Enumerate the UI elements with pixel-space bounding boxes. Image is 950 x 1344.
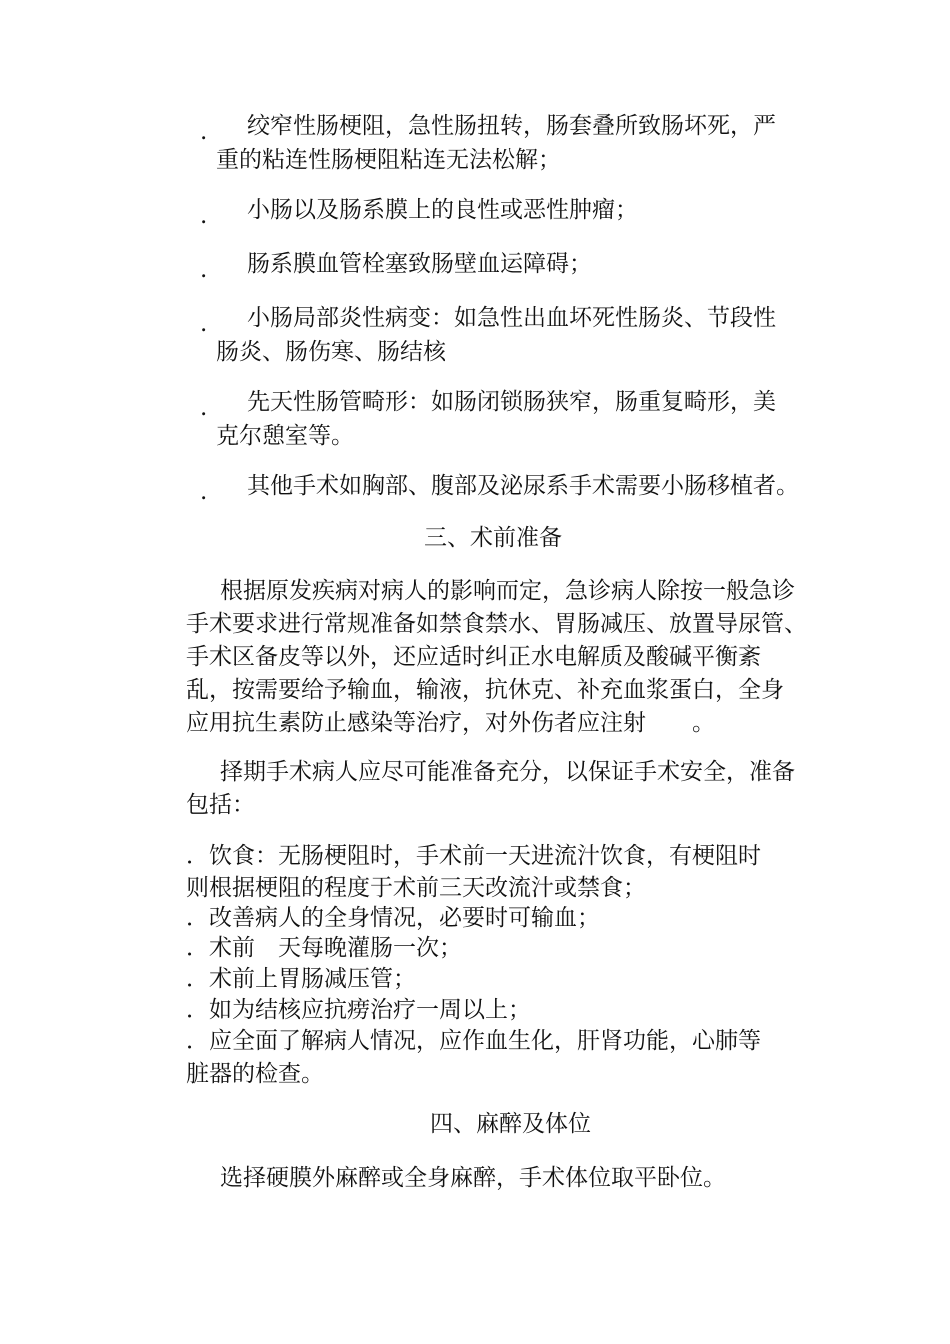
prep-item: ．如为结核应抗痨治疗一周以上；: [186, 997, 531, 1023]
list-item-text: 小肠局部炎性病变：如急性出血坏死性肠炎、节段性: [247, 305, 776, 331]
paragraph-line: 择期手术病人应尽可能准备充分，以保证手术安全，准备: [220, 759, 795, 785]
list-item-text: 先天性肠管畸形：如肠闭锁肠狭窄，肠重复畸形，美: [247, 389, 776, 415]
list-bullet: .: [200, 311, 208, 337]
prep-item: ．改善病人的全身情况，必要时可输血；: [186, 905, 600, 931]
prep-item: ．术前上胃肠减压管；: [186, 966, 416, 992]
list-item-text: 克尔憩室等。: [216, 423, 354, 449]
prep-item: 脏器的检查。: [186, 1061, 324, 1087]
prep-item: 则根据梗阻的程度于术前三天改流汁或禁食；: [186, 875, 646, 901]
paragraph-line: 根据原发疾病对病人的影响而定，急诊病人除按一般急诊: [220, 578, 795, 604]
paragraph-line: 手术要求进行常规准备如禁食禁水、胃肠减压、放置导尿管、: [186, 611, 807, 637]
section-heading-preop: 三、术前准备: [424, 525, 562, 551]
paragraph-line: 手术区备皮等以外，还应适时纠正水电解质及酸碱平衡紊: [186, 644, 761, 670]
prep-item: ．应全面了解病人情况，应作血生化，肝肾功能，心肺等: [186, 1028, 761, 1054]
list-item-text: 肠系膜血管栓塞致肠壁血运障碍；: [247, 251, 592, 277]
list-item-text: 小肠以及肠系膜上的良性或恶性肿瘤；: [247, 197, 638, 223]
list-bullet: .: [200, 395, 208, 421]
section-heading-anesthesia: 四、麻醉及体位: [430, 1111, 591, 1137]
paragraph-line: 包括：: [186, 792, 255, 818]
prep-item: ．术前 天每晚灌肠一次；: [186, 935, 462, 961]
list-item-text: 肠炎、肠伤寒、肠结核: [216, 339, 446, 365]
list-bullet: .: [200, 479, 208, 505]
list-bullet: .: [200, 203, 208, 229]
list-bullet: .: [200, 119, 208, 145]
list-bullet: .: [200, 257, 208, 283]
prep-item: ．饮食：无肠梗阻时，手术前一天进流汁饮食，有梗阻时: [186, 843, 761, 869]
paragraph-line: 乱，按需要给予输血，输液，抗休克、补充血浆蛋白，全身: [186, 677, 784, 703]
paragraph-line: 应用抗生素防止感染等治疗，对外伤者应注射 。: [186, 710, 715, 736]
list-item-text: 重的粘连性肠梗阻粘连无法松解；: [216, 147, 561, 173]
list-item-text: 其他手术如胸部、腹部及泌尿系手术需要小肠移植者。: [247, 473, 799, 499]
list-item-text: 绞窄性肠梗阻，急性肠扭转，肠套叠所致肠坏死，严: [247, 113, 776, 139]
paragraph-anesthesia: 选择硬膜外麻醉或全身麻醉，手术体位取平卧位。: [220, 1165, 726, 1191]
